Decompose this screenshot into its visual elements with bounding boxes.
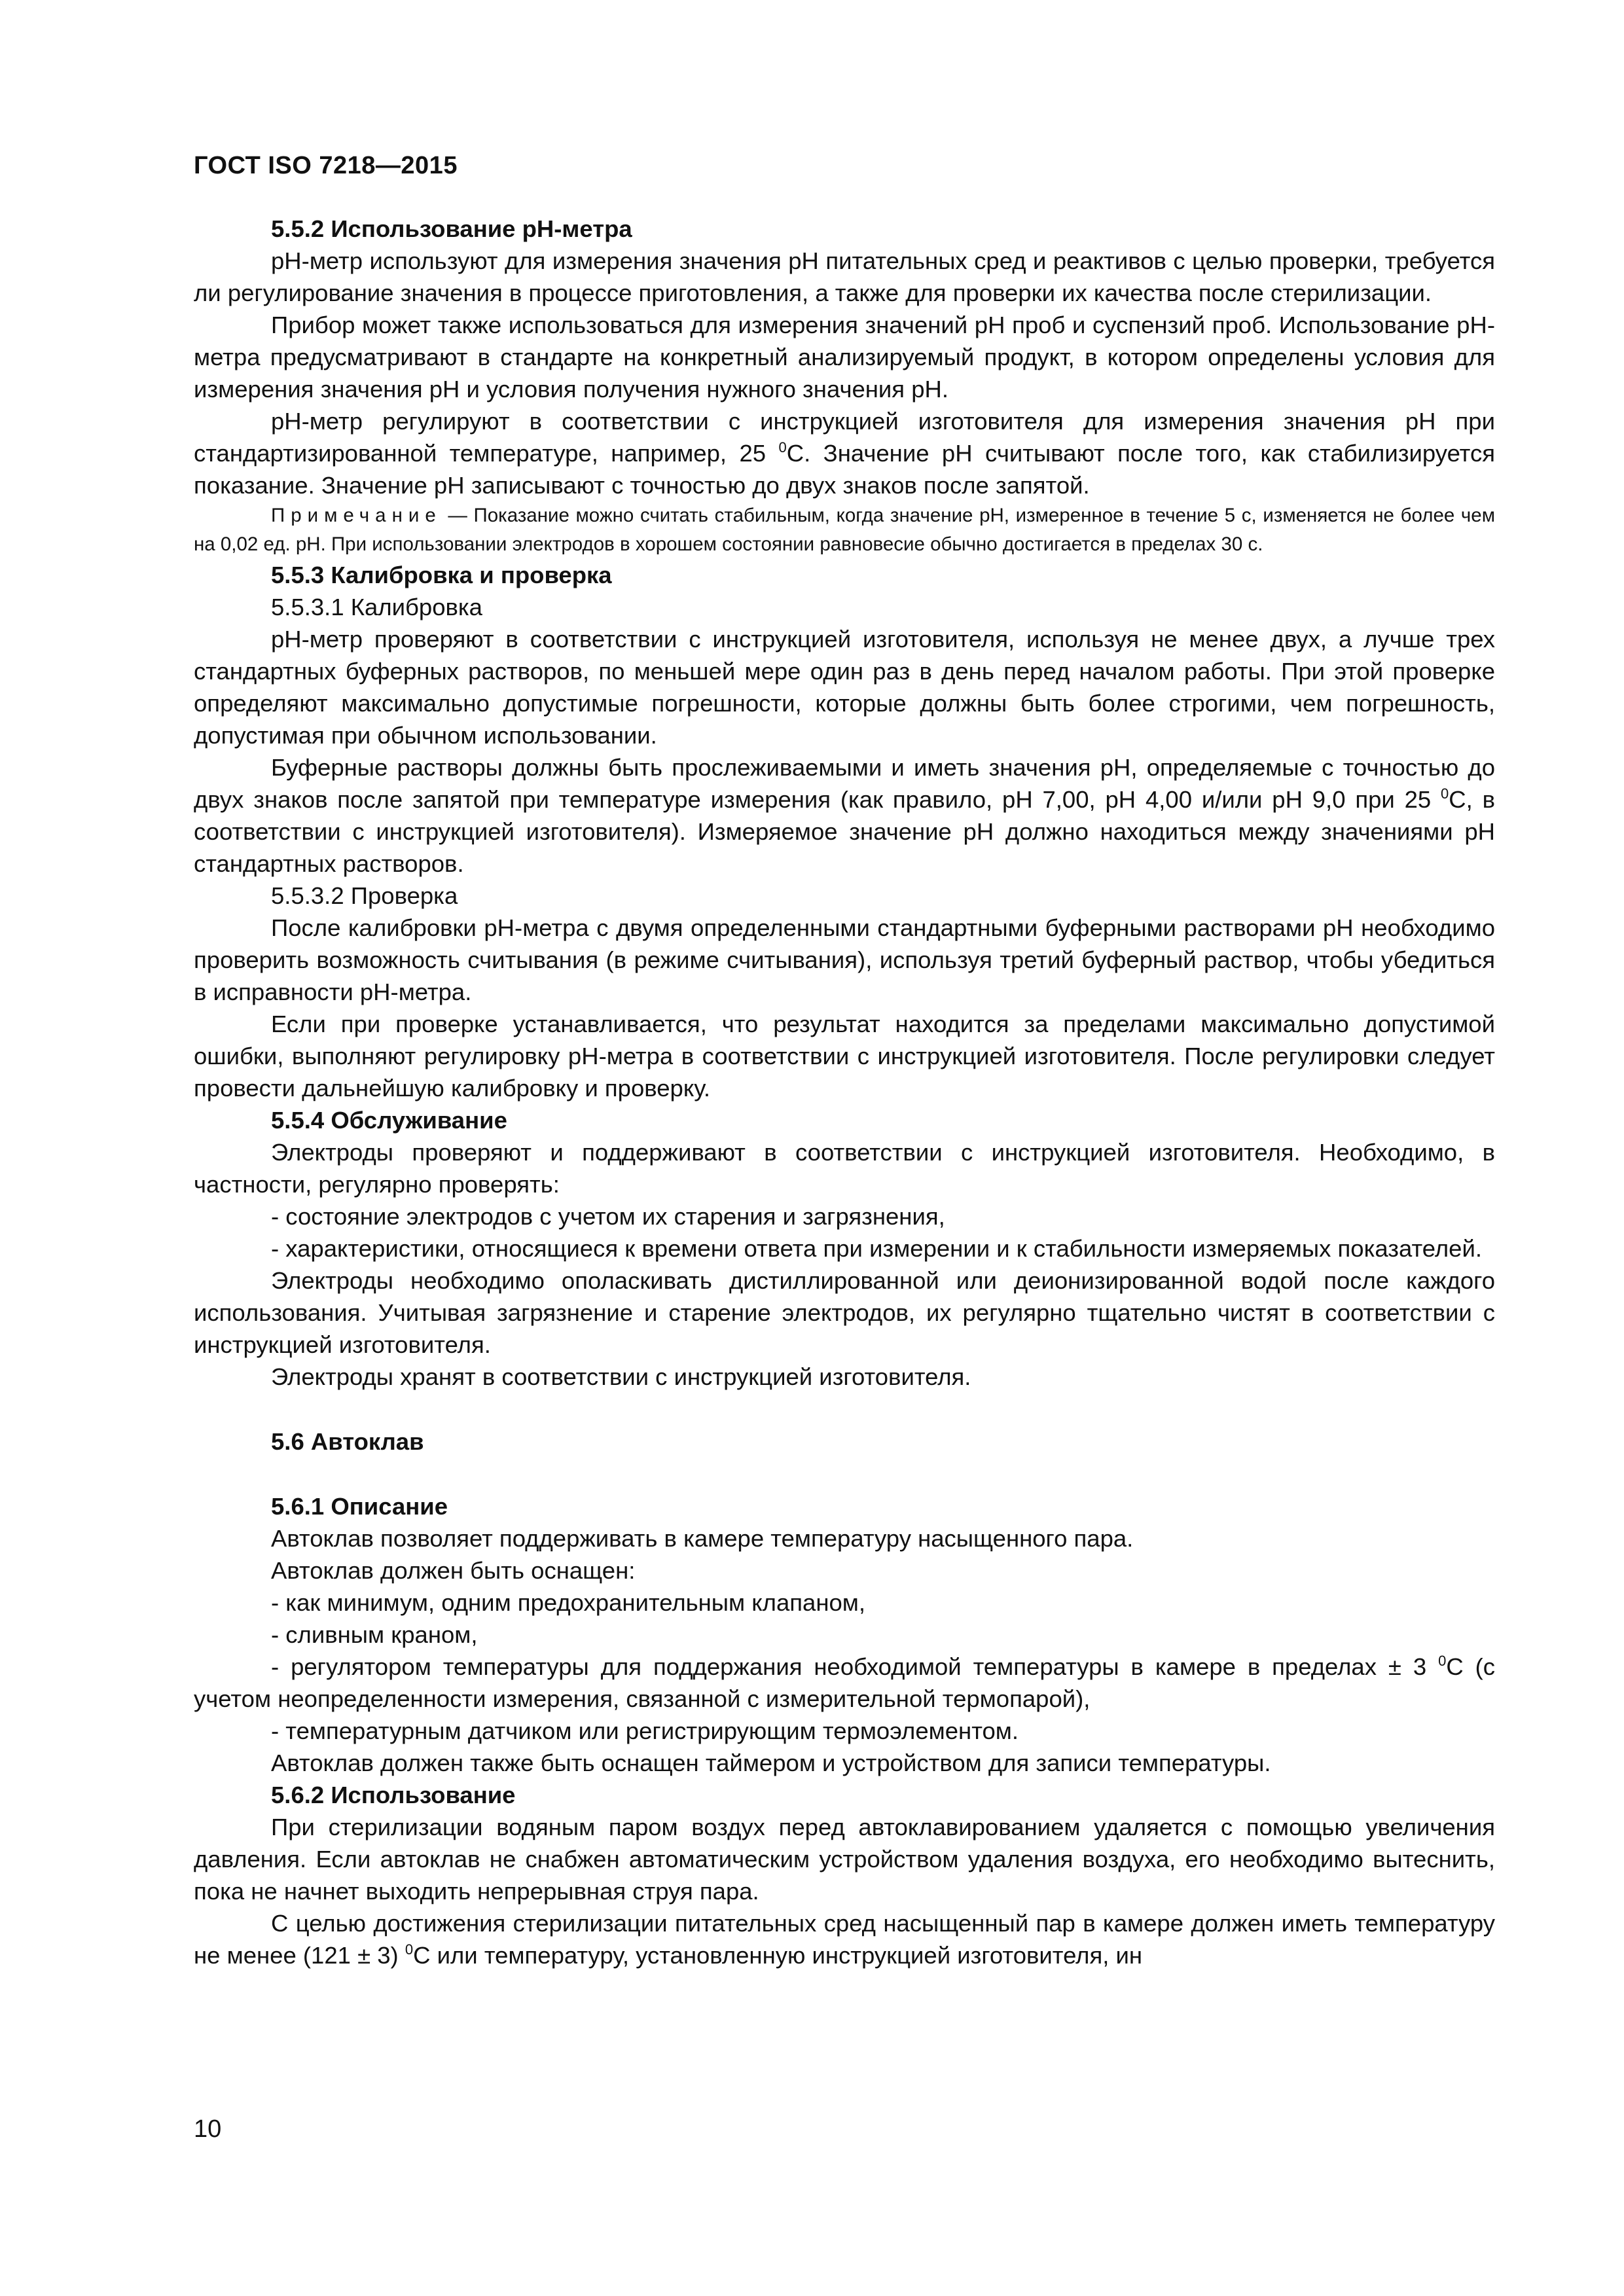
paragraph: рН-метр используют для измерения значения рН питательных сред и реактивов с целью проверки, требуется ли регулирование значения в процессе приготовления, а также для проверки их качества после стерилизации. — [194, 247, 1495, 306]
paragraph: Электроды проверяют и поддерживают в соответствии с инструкцией изготовителя. Необходимо, в частности, регулярно проверять: — [194, 1139, 1495, 1198]
paragraph: Автоклав должен также быть оснащен таймером и устройством для записи температуры. — [271, 1749, 1271, 1776]
paragraph: Электроды необходимо ополаскивать дистиллированной или деионизированной водой после каждого использования. Учитывая загрязнение и старение электродов, их регулярно тщательно чистят в соответствии с инструкцией изготовителя. — [194, 1267, 1495, 1358]
note-text: — Показание можно считать стабильным, когда значение рН, измеренное в течение 5 с, изменяется не более чем на 0,02 ед. рН. При использовании электродов в хорошем состоянии равновесие обычно достигается в пределах 30 с. — [194, 505, 1495, 555]
section-heading-5-6-2: 5.6.2 Использование — [271, 1782, 516, 1808]
paragraph: Автоклав позволяет поддерживать в камере температуру насыщенного пара. — [271, 1525, 1134, 1552]
degree-superscript: 0 — [405, 1941, 414, 1958]
paragraph-text: С. Значение рН считывают после того, как стабилизируется показание. Значение рН записывают с точностью до двух знаков после запятой. — [194, 440, 1495, 499]
note-block — [194, 501, 1495, 559]
list-item-text: - регулятором температуры для поддержания необходимой температуры в камере в пределах ± 3 — [271, 1653, 1439, 1680]
degree-superscript: 0 — [1438, 1653, 1447, 1669]
paragraph: Прибор может также использоваться для измерения значений рН проб и суспензий проб. Использование рН-метра предусматривают в стандарте на конкретный анализируемый продукт, в котором определены условия для измерения значения рН и условия получения нужного значения рН. — [194, 312, 1495, 403]
list-item: - сливным краном, — [271, 1621, 478, 1648]
list-item: - характеристики, относящиеся к времени ответа при измерении и к стабильности измеряемых показателей. — [271, 1235, 1482, 1262]
document-code-header: ГОСТ ISO 7218—2015 — [194, 152, 458, 179]
paragraph-text: рН-метр регулируют в соответствии с инструкцией изготовителя для измерения значения рН при стандартизированной температуре, например, 25 — [194, 408, 1495, 467]
section-heading-5-5-3: 5.5.3 Калибровка и проверка — [271, 562, 612, 588]
paragraph-text: С или температуру, установленную инструкцией изготовителя, ин — [413, 1942, 1143, 1969]
subsection-heading-5-5-3-1: 5.5.3.1 Калибровка — [271, 594, 482, 620]
paragraph: рН-метр проверяют в соответствии с инструкцией изготовителя, используя не менее двух, а лучше трех стандартных буферных растворов, по меньшей мере один раз в день перед началом работы. При этой проверке определяют максимально допустимые погрешности, которые должны быть более строгими, чем погрешность, допустимая при обычном использовании. — [194, 626, 1495, 749]
paragraph: Если при проверке устанавливается, что результат находится за пределами максимально допустимой ошибки, выполняют регулировку рН-метра в соответствии с инструкцией изготовителя. После регулировки следует провести дальнейшую калибровку и проверку. — [194, 1011, 1495, 1102]
paragraph — [194, 751, 1495, 880]
section-heading-5-6: 5.6 Автоклав — [271, 1428, 424, 1455]
paragraph — [194, 405, 1495, 501]
paragraph: Электроды хранят в соответствии с инструкцией изготовителя. — [271, 1363, 971, 1390]
list-item-text: С (с учетом неопределенности измерения, связанной с измерительной термопарой), — [194, 1653, 1495, 1712]
paragraph — [194, 1907, 1495, 1971]
paragraph-text: С целью достижения стерилизации питательных сред насыщенный пар в камере должен иметь температуру не менее (121 ± 3) — [194, 1910, 1495, 1969]
paragraph-text: С, в соответствии с инструкцией изготовителя). Измеряемое значение рН должно находиться между значениями рН стандартных растворов. — [194, 786, 1495, 877]
list-item: - как минимум, одним предохранительным клапаном, — [271, 1589, 866, 1616]
paragraph-text: Буферные растворы должны быть прослеживаемыми и иметь значения рН, определяемые с точностью до двух знаков после запятой при температуре измерения (как правило, рН 7,00, рН 4,00 и/или рН 9,0 при 25 — [194, 754, 1495, 813]
section-heading-5-5-4: 5.5.4 Обслуживание — [271, 1107, 507, 1134]
paragraph: При стерилизации водяным паром воздух перед автоклавированием удаляется с помощью увеличения давления. Если автоклав не снабжен автоматическим устройством удаления воздуха, его необходимо вытеснить, пока не начнет выходить непрерывная струя пара. — [194, 1814, 1495, 1905]
list-item: - состояние электродов с учетом их старения и загрязнения, — [271, 1203, 945, 1230]
note-label: Примечание — [271, 505, 442, 526]
section-heading-5-5-2: 5.5.2 Использование рН-метра — [271, 215, 632, 242]
page-number: 10 — [194, 2115, 222, 2143]
degree-superscript: 0 — [1441, 785, 1449, 802]
paragraph: Автоклав должен быть оснащен: — [271, 1557, 636, 1584]
list-item — [194, 1651, 1495, 1715]
list-item: - температурным датчиком или регистрирующим термоэлементом. — [271, 1717, 1019, 1744]
paragraph: После калибровки рН-метра с двумя определенными стандартными буферными растворами рН необходимо проверить возможность считывания (в режиме считывания), используя третий буферный раствор, чтобы убедиться в исправности рН-метра. — [194, 914, 1495, 1005]
degree-superscript: 0 — [778, 439, 787, 456]
subsection-heading-5-5-3-2: 5.5.3.2 Проверка — [271, 882, 458, 909]
section-heading-5-6-1: 5.6.1 Описание — [271, 1493, 448, 1520]
page-content — [194, 213, 1495, 1971]
